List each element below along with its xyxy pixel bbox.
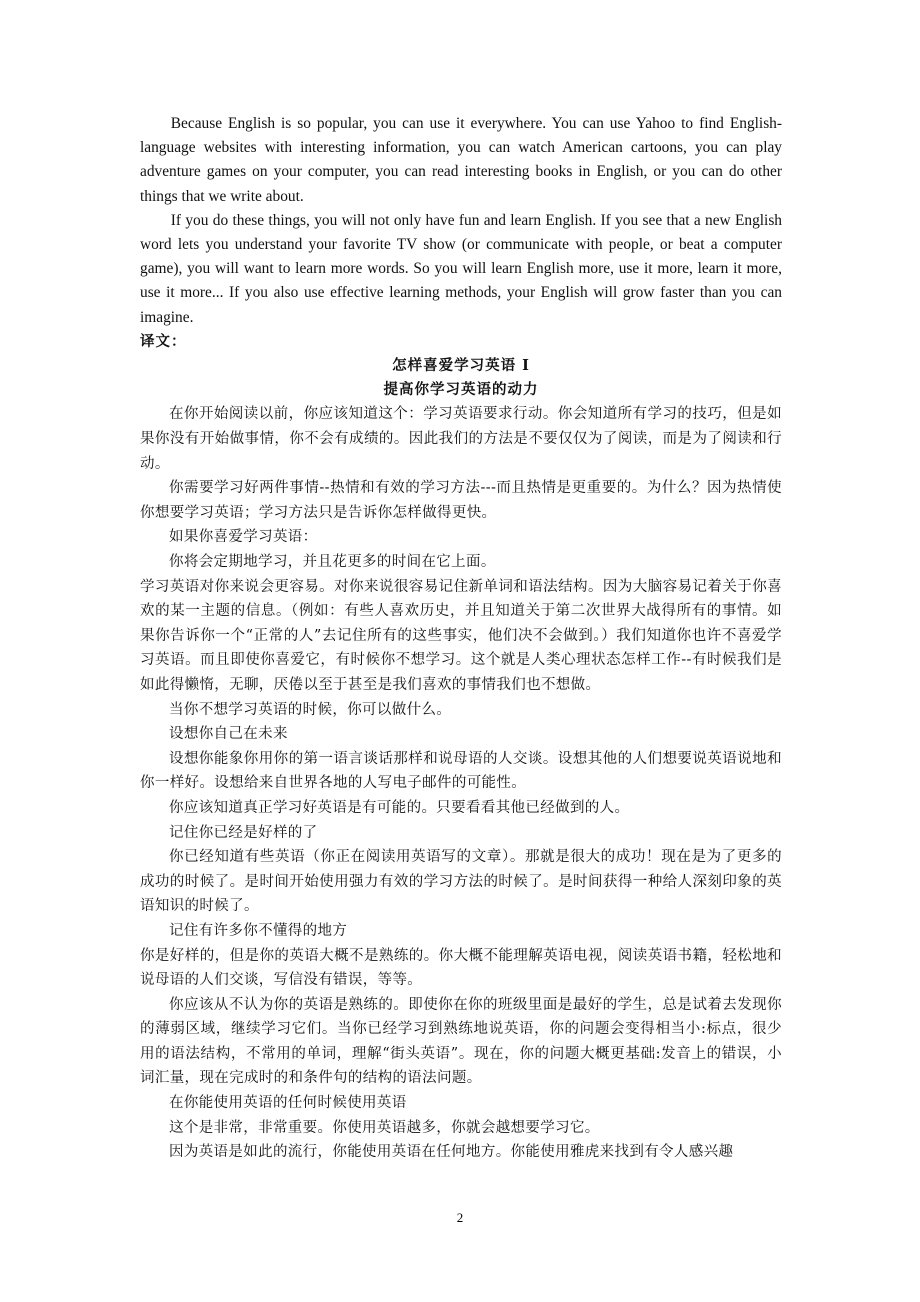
section-heading-much-to-learn: 记住有许多你不懂得的地方 (169, 922, 348, 939)
chinese-paragraph-8: 设想你能象你用你的第一语言谈话那样和说母语的人交谈。设想其他的人们想要说英语说地和你一样好。设想给来自世界各地的人写电子邮件的可能性。 (140, 750, 782, 792)
section-heading-imagine-future: 设想你自己在未来 (169, 726, 288, 743)
english-paragraph-1: Because English is so popular, you can use it everywhere. You can use Yahoo to find English-language websites with interesting information, you can watch American cartoons, you can play adventure games on your computer, you can read interesting books in English, or you can do other things that we write about. (140, 115, 782, 205)
page-subtitle: 提高你学习英语的动力 (383, 381, 539, 399)
section-heading-already-good: 记住你已经是好样的了 (169, 824, 318, 841)
chinese-paragraph-13: 你是好样的，但是你的英语大概不是熟练的。你大概不能理解英语电视，阅读英语书籍，轻松地和说母语的人们交谈，写信没有错误，等等。 (140, 947, 782, 989)
chinese-paragraph-11: 你已经知道有些英语（你正在阅读用英语写的文章）。那就是很大的成功！现在是为了更多的成功的时候了。是时间开始使用强力有效的学习方法的时候了。是时间获得一种给人深刻印象的英语知识的时候了。 (140, 849, 782, 915)
chinese-paragraph-1: 在你开始阅读以前，你应该知道这个：学习英语要求行动。你会知道所有学习的技巧，但是如果你没有开始做事情，你不会有成绩的。因此我们的方法是不要仅仅为了阅读，而是为了阅读和行动。 (140, 406, 782, 472)
chinese-paragraph-16: 这个是非常，非常重要。你使用英语越多，你就会越想要学习它。 (169, 1119, 600, 1136)
chinese-paragraph-2: 你需要学习好两件事情--热情和有效的学习方法---而且热情是更重要的。为什么？因为热情使你想要学习英语；学习方法只是告诉你怎样做得更快。 (140, 480, 782, 521)
translation-label: 译文： (140, 332, 187, 350)
english-paragraph-2: If you do these things, you will not only have fun and learn English. If you see that a new English word lets you understand your favorite TV show (or communicate with people, or beat a computer game), you will want to learn more words. So you will learn English more, use it more, learn it more, use it more... If you also use effective learning methods, your English will grow faster than you can imagine. (140, 211, 782, 326)
document-page (140, 112, 782, 1165)
chinese-paragraph-17: 因为英语是如此的流行，你能使用英语在任何地方。你能使用雅虎来找到有令人感兴趣 (169, 1144, 734, 1161)
page-title: 怎样喜爱学习英语 I (392, 357, 530, 375)
chinese-paragraph-5: 学习英语对你来说会更容易。对你来说很容易记住新单词和语法结构。因为大脑容易记着关于你喜欢的某一主题的信息。（例如：有些人喜欢历史，并且知道关于第二次世界大战得所有的事情。如果你告诉你一个“正常的人”去记住所有的这些事实，他们决不会做到。）我们知道你也许不喜爱学习英语。而且即使你喜爱它，有时候你不想学习。这个就是人类心理状态怎样工作--有时候我们是如此得懒惰，无聊，厌倦以至于甚至是我们喜欢的事情我们也不想做。 (140, 578, 782, 693)
chinese-paragraph-4: 你将会定期地学习，并且花更多的时间在它上面。 (169, 554, 496, 570)
chinese-paragraph-14: 你应该从不认为你的英语是熟练的。即使你在你的班级里面是最好的学生，总是试着去发现你的薄弱区域，继续学习它们。当你已经学习到熟练地说英语，你的问题会变得相当小:标点，很少用的语法结构，不常用的单词，理解“街头英语”。现在，你的问题大概更基础:发音上的错误，小词汇量，现在完成时的和条件句的结构的语法问题。 (140, 996, 782, 1087)
chinese-paragraph-3: 如果你喜爱学习英语： (169, 529, 318, 546)
chinese-paragraph-6: 当你不想学习英语的时候，你可以做什么。 (169, 701, 452, 718)
page-number: 2 (456, 1210, 464, 1225)
chinese-paragraph-9: 你应该知道真正学习好英语是有可能的。只要看看其他已经做到的人。 (169, 799, 630, 816)
section-heading-use-english: 在你能使用英语的任何时候使用英语 (169, 1095, 407, 1112)
